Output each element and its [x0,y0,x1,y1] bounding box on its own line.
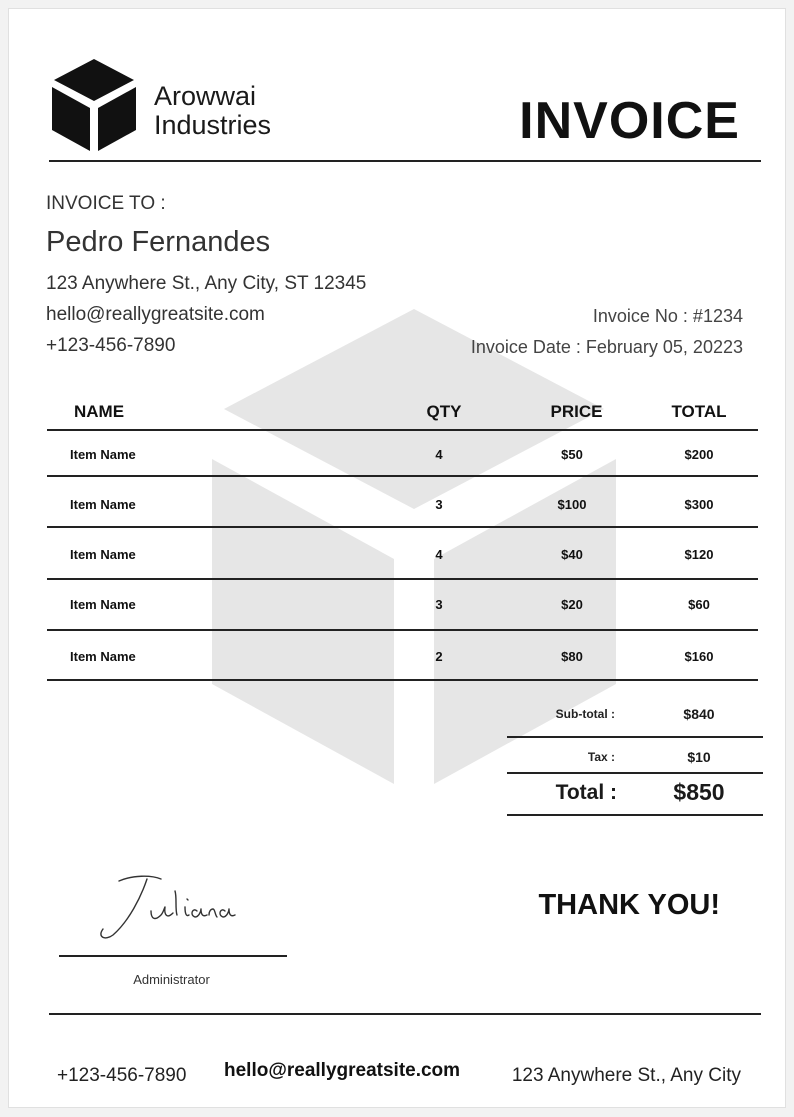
item-qty: 4 [435,547,443,562]
table-row [47,580,758,630]
item-name: Item Name [70,547,136,562]
total-label: Total : [555,781,617,804]
item-qty: 2 [435,649,443,664]
item-name: Item Name [70,597,136,612]
item-total: $160 [684,649,714,664]
item-total: $120 [684,547,714,562]
table-divider [47,629,758,631]
subtotal-value: $840 [683,706,715,722]
item-name: Item Name [70,649,136,664]
invoice-title: INVOICE [519,92,740,150]
column-header-name: NAME [74,402,125,421]
item-price: $100 [557,497,587,512]
summary-divider [507,736,763,738]
footer-email: hello@reallygreatsite.com [224,1060,461,1081]
item-price: $50 [561,447,583,462]
client-name: Pedro Fernandes [46,226,271,258]
item-price: $40 [561,547,583,562]
tax-value: $10 [687,749,711,765]
company-name-line2: Industries [154,110,272,140]
column-header-price: PRICE [550,402,603,421]
footer-phone: +123-456-7890 [57,1065,187,1086]
tax-label: Tax : [587,750,615,764]
item-qty: 3 [435,497,443,512]
item-price: $20 [561,597,583,612]
column-header-total: TOTAL [671,402,727,421]
invoice-to-label: INVOICE TO : [46,193,166,214]
table-row [47,530,758,580]
table-divider [47,475,758,477]
summary-divider [507,772,763,774]
company-name-line1: Arowwai [154,81,257,111]
signatory-title: Administrator [133,972,210,987]
total-value: $850 [673,779,725,805]
header-divider [49,160,761,162]
signature [89,871,239,943]
signature-line [59,955,287,957]
column-header-qty: QTY [426,402,462,421]
cube-icon [51,57,137,153]
invoice-page [9,9,785,1107]
client-address: 123 Anywhere St., Any City, ST 12345 [46,273,367,294]
table-divider [47,526,758,528]
table-divider [47,679,758,681]
subtotal-label: Sub-total : [555,707,615,721]
item-total: $200 [684,447,714,462]
item-total: $60 [688,597,710,612]
client-phone: +123-456-7890 [46,335,176,356]
table-row [47,430,758,480]
item-name: Item Name [70,447,136,462]
client-email: hello@reallygreatsite.com [46,304,265,325]
invoice-date: Invoice Date : February 05, 20223 [470,337,743,357]
summary-divider [507,814,763,816]
company-name [154,82,271,140]
table-row [47,480,758,530]
table-row [47,632,758,682]
invoice-number: Invoice No : #1234 [592,306,743,326]
footer-divider [49,1013,761,1015]
item-qty: 4 [435,447,443,462]
thank-you-message: THANK YOU! [538,889,720,921]
item-qty: 3 [435,597,443,612]
item-price: $80 [561,649,583,664]
footer-address: 123 Anywhere St., Any City [511,1065,741,1086]
item-total: $300 [684,497,714,512]
item-name: Item Name [70,497,136,512]
